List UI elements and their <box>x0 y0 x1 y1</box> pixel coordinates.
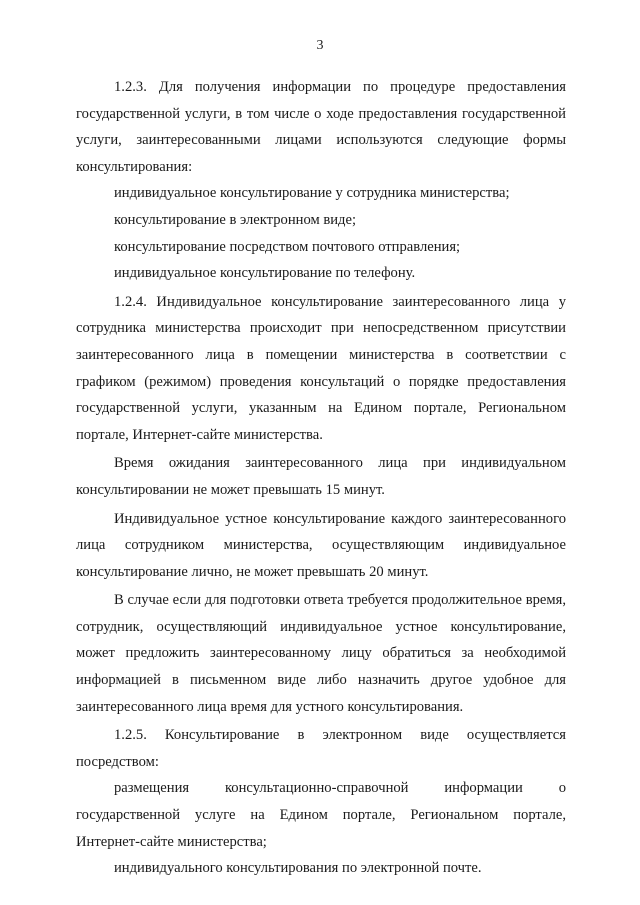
list-item-individual-consulting: индивидуальное консультирование у сотрудника министерства; <box>114 185 510 202</box>
list-item-electronic-consulting: консультирование в электронном виде; <box>114 211 357 228</box>
list-item-phone-consulting: индивидуальное консультирование по телефону. <box>114 265 416 282</box>
paragraph-long-preparation: В случае если для подготовки ответа требуется продолжительное время, сотрудник, осуществляющий индивидуальное устное консультирование, может предложить заинтересованному лицу обратиться за необходимой информацией в письменном виде либо назначить другое удобное для заинтересованного лица время для устного консультирования. <box>76 592 566 715</box>
document-body <box>76 74 566 882</box>
page-number: 3 <box>316 38 324 53</box>
paragraph-1-2-4: 1.2.4. Индивидуальное консультирование заинтересованного лица у сотрудника министерства происходит при непосредственном присутствии заинтересованного лица в помещении министерства в соответствии с графиком (режимом) проведения консультаций о порядке предоставления государственной услуги, указанным на Едином портале, Региональном портале, Интернет-сайте министерства. <box>76 293 566 443</box>
paragraph-waiting-time: Время ожидания заинтересованного лица при индивидуальном консультировании не может превышать 15 минут. <box>76 455 566 498</box>
list-item-email-consulting: индивидуального консультирования по электронной почте. <box>114 860 482 877</box>
paragraph-info-placement: размещения консультационно-справочной информации о государственной услуге на Едином портале, Региональном портале, Интернет-сайте министерства; <box>76 780 566 850</box>
paragraph-1-2-3: 1.2.3. Для получения информации по процедуре предоставления государственной услуги, в том числе о ходе предоставления государственной услуги, заинтересованными лицами используются следующие формы консультирования: <box>76 79 566 175</box>
list-item-postal-consulting: консультирование посредством почтового отправления; <box>114 238 461 255</box>
paragraph-1-2-5: 1.2.5. Консультирование в электронном виде осуществляется посредством: <box>76 727 566 770</box>
paragraph-oral-consulting: Индивидуальное устное консультирование каждого заинтересованного лица сотрудником министерства, осуществляющим индивидуальное консультирование лично, не может превышать 20 минут. <box>76 510 566 580</box>
